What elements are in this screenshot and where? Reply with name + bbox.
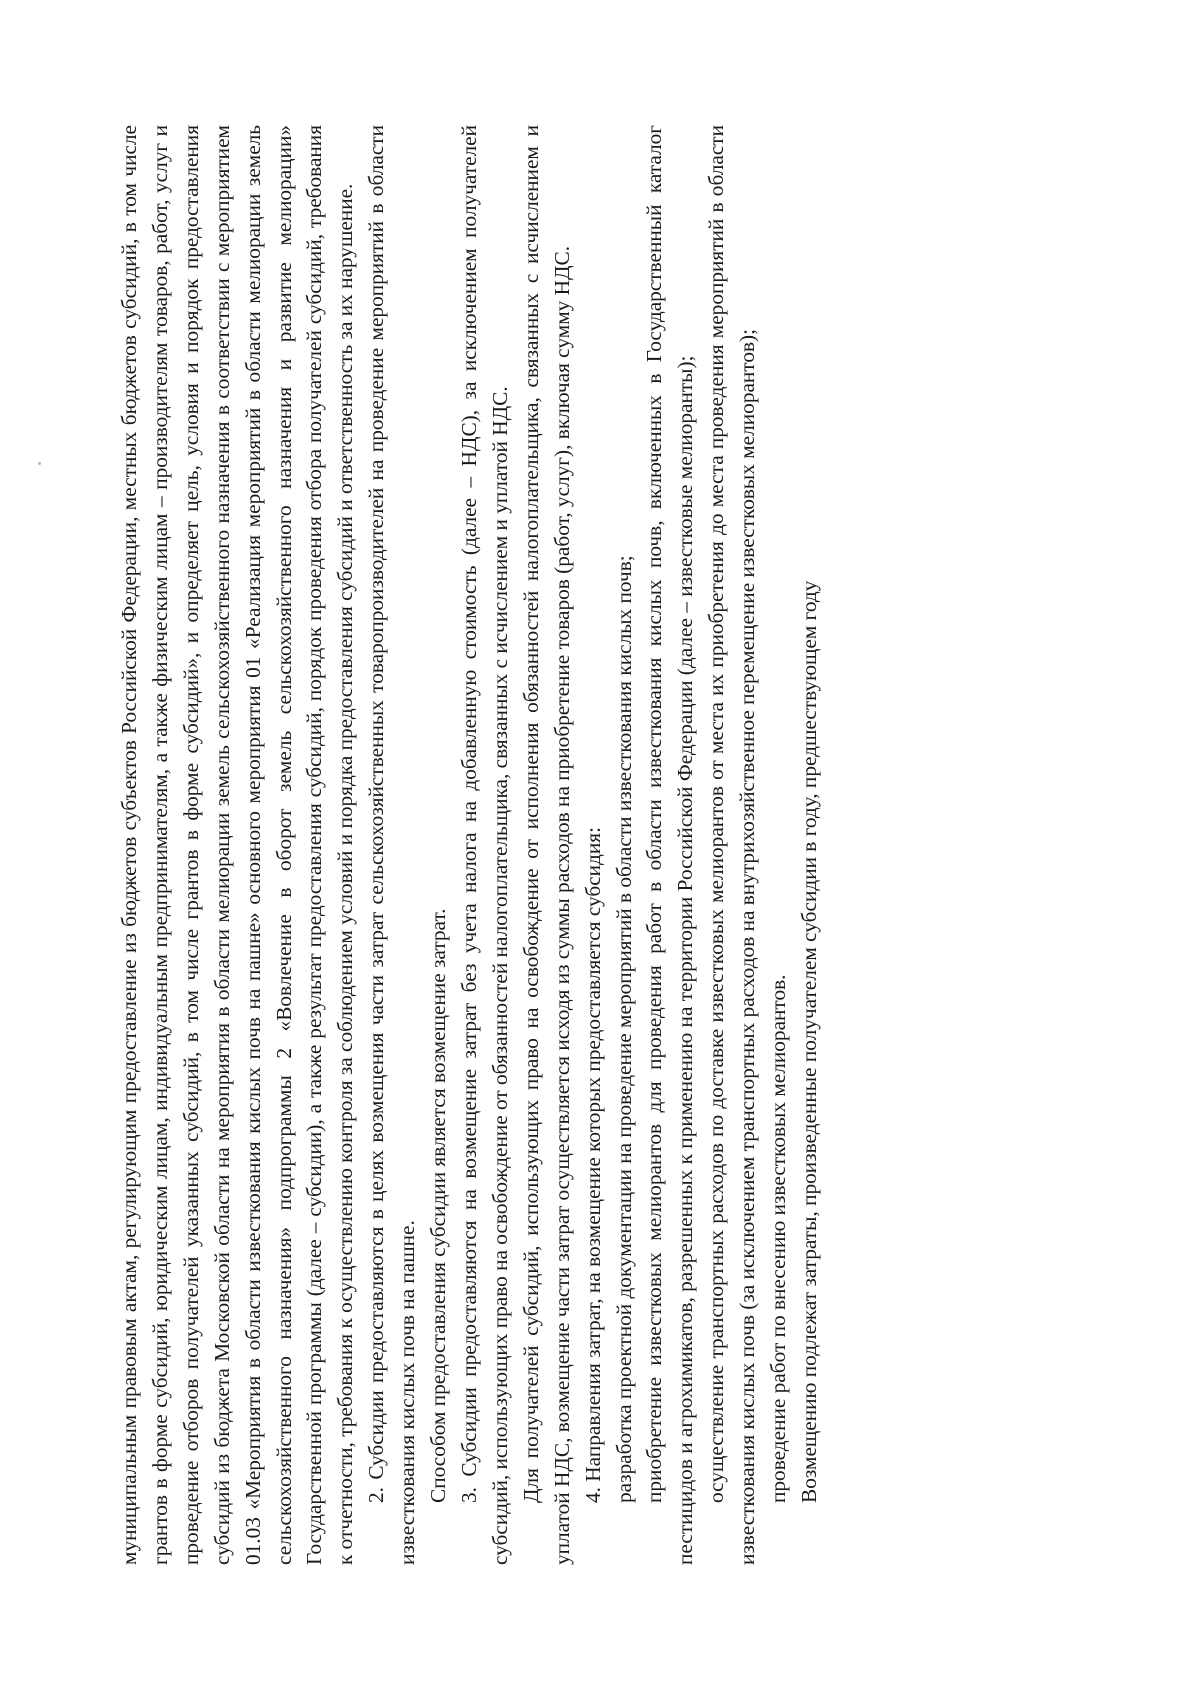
paragraph-3: Способом предоставления субсидии является возмещение затрат. [426,908,451,1503]
paragraph-4: 3. Субсидии предоставляются на возмещение затрат без учета налога на добавленную стоимость (далее – НДС), за исключением получателей субсидий, использующих право на освобождение от обязанностей налогоплательщика, связанных с исчислением и уплатой НДС. [456,125,512,1565]
paragraph-2: 2. Субсидии предоставляются в целях возмещения части затрат сельскохозяйственных товаропроизводителей на проведение мероприятий в области известкования кислых почв на пашне. [364,125,420,1565]
paragraph-5: Для получателей субсидий, использующих право на освобождение от исполнения обязанностей налогоплательщика, связанных с исчислением и уплатой НДС, возмещение части затрат осуществляется исходя из суммы расходов на приобретение товаров (работ, услуг), включая сумму НДС. [518,125,574,1565]
paragraph-7: разработка проектной документации на проведение мероприятий в области известкования кислых почв; [611,555,636,1503]
paragraph-10: проведение работ по внесению известковых мелиорантов. [766,974,791,1503]
paragraph-6: 4. Направления затрат, на возмещение которых предоставляется субсидия: [580,827,605,1503]
rotated-document-page [114,125,1044,1565]
scan-dust-mark [38,462,41,465]
paragraph-9: осуществление транспортных расходов по доставке известковых мелиорантов от места их приобретения до места проведения мероприятий в области известкования кислых почв (за исключением транспортных расходов на внутрихозяйственное перемещение известковых мелиорантов); [704,125,760,1565]
paragraph-1: муниципальным правовым актам, регулирующим предоставление из бюджетов субъектов Российской Федерации, местных бюджетов субсидий, в том числе грантов в форме субсидий, юридическим лицам, индивидуальным предпринимателям, а также физическим лицам – производителям товаров, работ, услуг и проведение отборов получателей указанных субсидий, в том числе грантов в форме субсидий», и определяет цель, условия и порядок предоставления субсидий из бюджета Московской области на мероприятия в области мелиорации земель сельскохозяйственного назначения в соответствии с мероприятием 01.03 «Мероприятия в области известкования кислых почв на пашне» основного мероприятия 01 «Реализация мероприятий в области мелиорации земель сельскохозяйственного назначения» подпрограммы 2 «Вовлечение в оборот земель сельскохозяйственного назначения и развитие мелиорации» Государственной программы (далее – субсидии), а также результат предоставления субсидий, порядок проведения отбора получателей субсидий, требования к отчетности, требования к осуществлению контроля за соблюдением условий и порядка предоставления субсидий и ответственность за их нарушение. [117,125,358,1565]
paragraph-11: Возмещению подлежат затраты, произведенные получателем субсидии в году, предшествующем году [796,580,821,1503]
paragraph-8: приобретение известковых мелиорантов для проведения работ в области известкования кислых почв, включенных в Государственный каталог пестицидов и агрохимикатов, разрешенных к применению на территории Российской Федерации (далее – известковые мелиоранты); [642,125,698,1565]
